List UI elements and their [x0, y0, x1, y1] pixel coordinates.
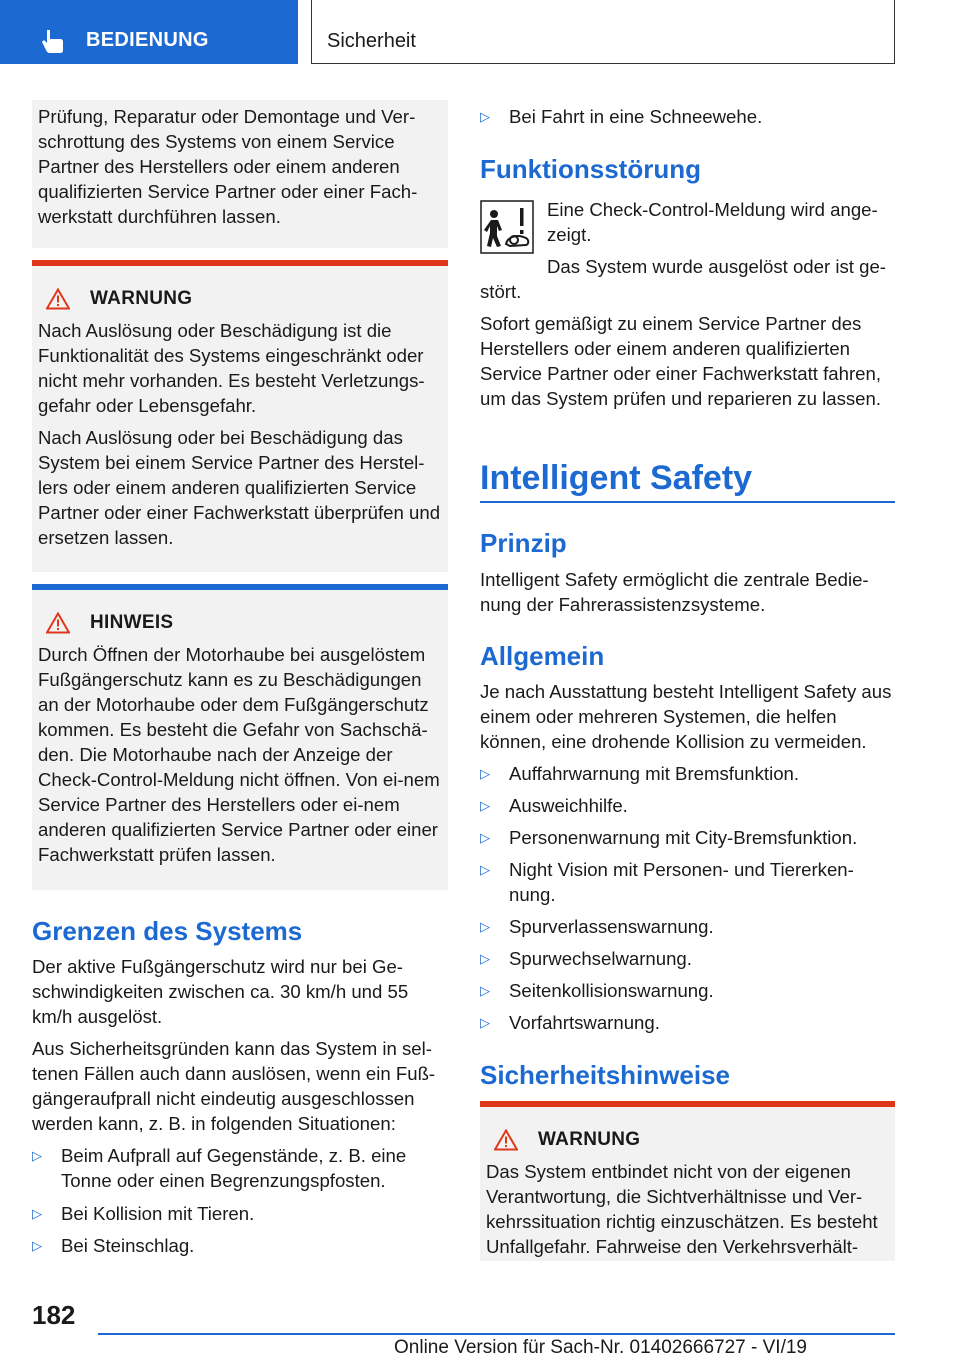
- warning-triangle-icon: [46, 288, 70, 310]
- triangle-bullet-icon: ▷: [480, 862, 490, 877]
- triangle-bullet-icon: ▷: [32, 1238, 42, 1253]
- principle-heading: Prinzip: [480, 528, 567, 558]
- malfunction-paragraph: Eine Check-Control-Meldung wird ange-zeigt.: [547, 199, 878, 245]
- safety-title: Intelligent Safety: [480, 459, 753, 497]
- section-label: BEDIENUNG: [86, 29, 209, 51]
- warning-header: [46, 284, 442, 314]
- warning-box: [32, 260, 448, 572]
- triangle-bullet-icon: ▷: [32, 1148, 42, 1163]
- section-tab[interactable]: [0, 0, 298, 64]
- list-item: ▷ Bei Fahrt in eine Schneewehe.: [480, 106, 763, 127]
- malfunction-paragraph: Sofort gemäßigt zu einem Service Partner des Herstellers oder einem anderen qualifizierten Service Partner oder einer Fachwerkstatt fahren, um das System prüfen und reparieren zu lassen.: [480, 313, 882, 409]
- triangle-bullet-icon: ▷: [480, 951, 490, 966]
- warning-paragraph: Nach Auslösung oder Beschädigung ist die Funktionalität des Systems eingeschränkt oder nicht mehr vorhanden. Es besteht Verletzungs-gefahr oder Lebensgefahr.: [38, 320, 425, 416]
- triangle-bullet-icon: ▷: [32, 1206, 42, 1221]
- limits-heading: Grenzen des Systems: [32, 916, 303, 946]
- general-heading: Allgemein: [480, 641, 605, 671]
- limits-paragraph: Aus Sicherheitsgründen kann das System in sel-tenen Fällen auch dann auslösen, wenn ein Fuß-gängeraufprall nicht eindeutig ausgeschlossen werden kann, z. B. in folgenden Situationen:: [32, 1038, 436, 1134]
- list-item: ▷ Spurverlassenswarnung.: [480, 916, 714, 937]
- warning-paragraph: Nach Auslösung oder bei Beschädigung das System bei einem Service Partner des Herstel-lers oder einem anderen qualifizierten Service Partner oder einer Fachwerkstatt überprüfen und ersetzen lassen.: [38, 427, 441, 548]
- principle-text: Intelligent Safety ermöglicht die zentrale Bedie-nung der Fahrerassistenzsysteme.: [480, 569, 869, 615]
- list-item: ▷ Bei Steinschlag.: [32, 1235, 195, 1256]
- list-item: ▷ Bei Kollision mit Tieren.: [32, 1203, 255, 1224]
- notice-box: [32, 584, 448, 890]
- list-item: ▷ Vorfahrtswarnung.: [480, 1012, 660, 1033]
- list-item: ▷ Beim Aufprall auf Gegenstände, z. B. eine Tonne oder einen Begrenzungspfosten.: [32, 1145, 407, 1191]
- warning-paragraph: Das System entbindet nicht von der eigenen Verantwortung, die Sichtverhältnisse und Ver-kehrssituation richtig einzuschätzen. Es besteht Unfallgefahr. Fahrweise den Verkehrsverhält-: [486, 1161, 878, 1257]
- intro-text: Prüfung, Reparatur oder Demontage und Ver-schrottung des Systems von einem Service Partner des Herstellers oder einem anderen qualifizierten Service Partner oder einer Fach-werkstatt durchführen lassen.: [38, 106, 418, 227]
- hints-heading: Sicherheitshinweise: [480, 1060, 730, 1090]
- hand-pointer-icon: [40, 28, 64, 54]
- list-item: ▷ Seitenkollisionswarnung.: [480, 980, 714, 1001]
- triangle-bullet-icon: ▷: [480, 830, 490, 845]
- list-item: ▷ Personenwarnung mit City-Bremsfunktion.: [480, 827, 858, 848]
- triangle-bullet-icon: ▷: [480, 1015, 490, 1030]
- intro-box: [32, 100, 448, 248]
- warning-title: WARNUNG: [90, 288, 193, 309]
- notice-title: HINWEIS: [90, 612, 174, 633]
- warning-bar: [32, 260, 448, 266]
- warning-header: [494, 1125, 889, 1155]
- warning-triangle-icon: [494, 1129, 518, 1151]
- pedestrian-protection-icon: [480, 200, 534, 254]
- list-item: ▷ Auffahrwarnung mit Bremsfunktion.: [480, 763, 800, 784]
- triangle-bullet-icon: ▷: [480, 109, 490, 124]
- triangle-bullet-icon: ▷: [480, 919, 490, 934]
- notice-paragraph: Durch Öffnen der Motorhaube bei ausgelöstem Fußgängerschutz kann es zu Beschädigungen an der Motorhaube oder dem Fußgängerschutz kommen. Es besteht die Gefahr von Sachschä-den. Die Motorhaube nach der Anzeige der Check-Control-Meldung nicht öffnen. Von ei-nem Service Partner des Herstellers oder ei-nem anderen qualifizierten Service Partner oder einer Fachwerkstatt prüfen lassen.: [38, 644, 440, 865]
- list-item: ▷ Spurwechselwarnung.: [480, 948, 692, 969]
- warning-bar: [480, 1101, 895, 1107]
- chapter-label: Sicherheit: [327, 30, 416, 52]
- triangle-bullet-icon: ▷: [480, 983, 490, 998]
- title-rule: [480, 501, 895, 503]
- chapter-tab: [311, 0, 895, 64]
- warning-title: WARNUNG: [538, 1129, 641, 1150]
- triangle-bullet-icon: ▷: [480, 798, 490, 813]
- notice-triangle-icon: [46, 612, 70, 634]
- malfunction-heading: Funktionsstörung: [480, 154, 701, 184]
- footer-version: Online Version für Sach-Nr. 01402666727 - VI/19: [394, 1337, 807, 1358]
- general-text: Je nach Ausstattung besteht Intelligent Safety aus einem oder mehreren Systemen, die helfen können, eine drohende Kollision zu vermeiden.: [480, 681, 892, 752]
- safety-warning-box: [480, 1101, 895, 1261]
- notice-bar: [32, 584, 448, 590]
- notice-header: [46, 608, 442, 638]
- list-item: ▷ Night Vision mit Personen- und Tiererken-nung.: [480, 859, 854, 905]
- triangle-bullet-icon: ▷: [480, 766, 490, 781]
- footer-rule: [98, 1333, 895, 1335]
- limits-paragraph: Der aktive Fußgängerschutz wird nur bei Ge-schwindigkeiten zwischen ca. 30 km/h und 55 km/h ausgelöst.: [32, 956, 409, 1027]
- page-number: 182: [32, 1300, 76, 1330]
- list-item: ▷ Ausweichhilfe.: [480, 795, 628, 816]
- malfunction-paragraph: Das System wurde ausgelöst oder ist ge-stört.: [480, 256, 886, 302]
